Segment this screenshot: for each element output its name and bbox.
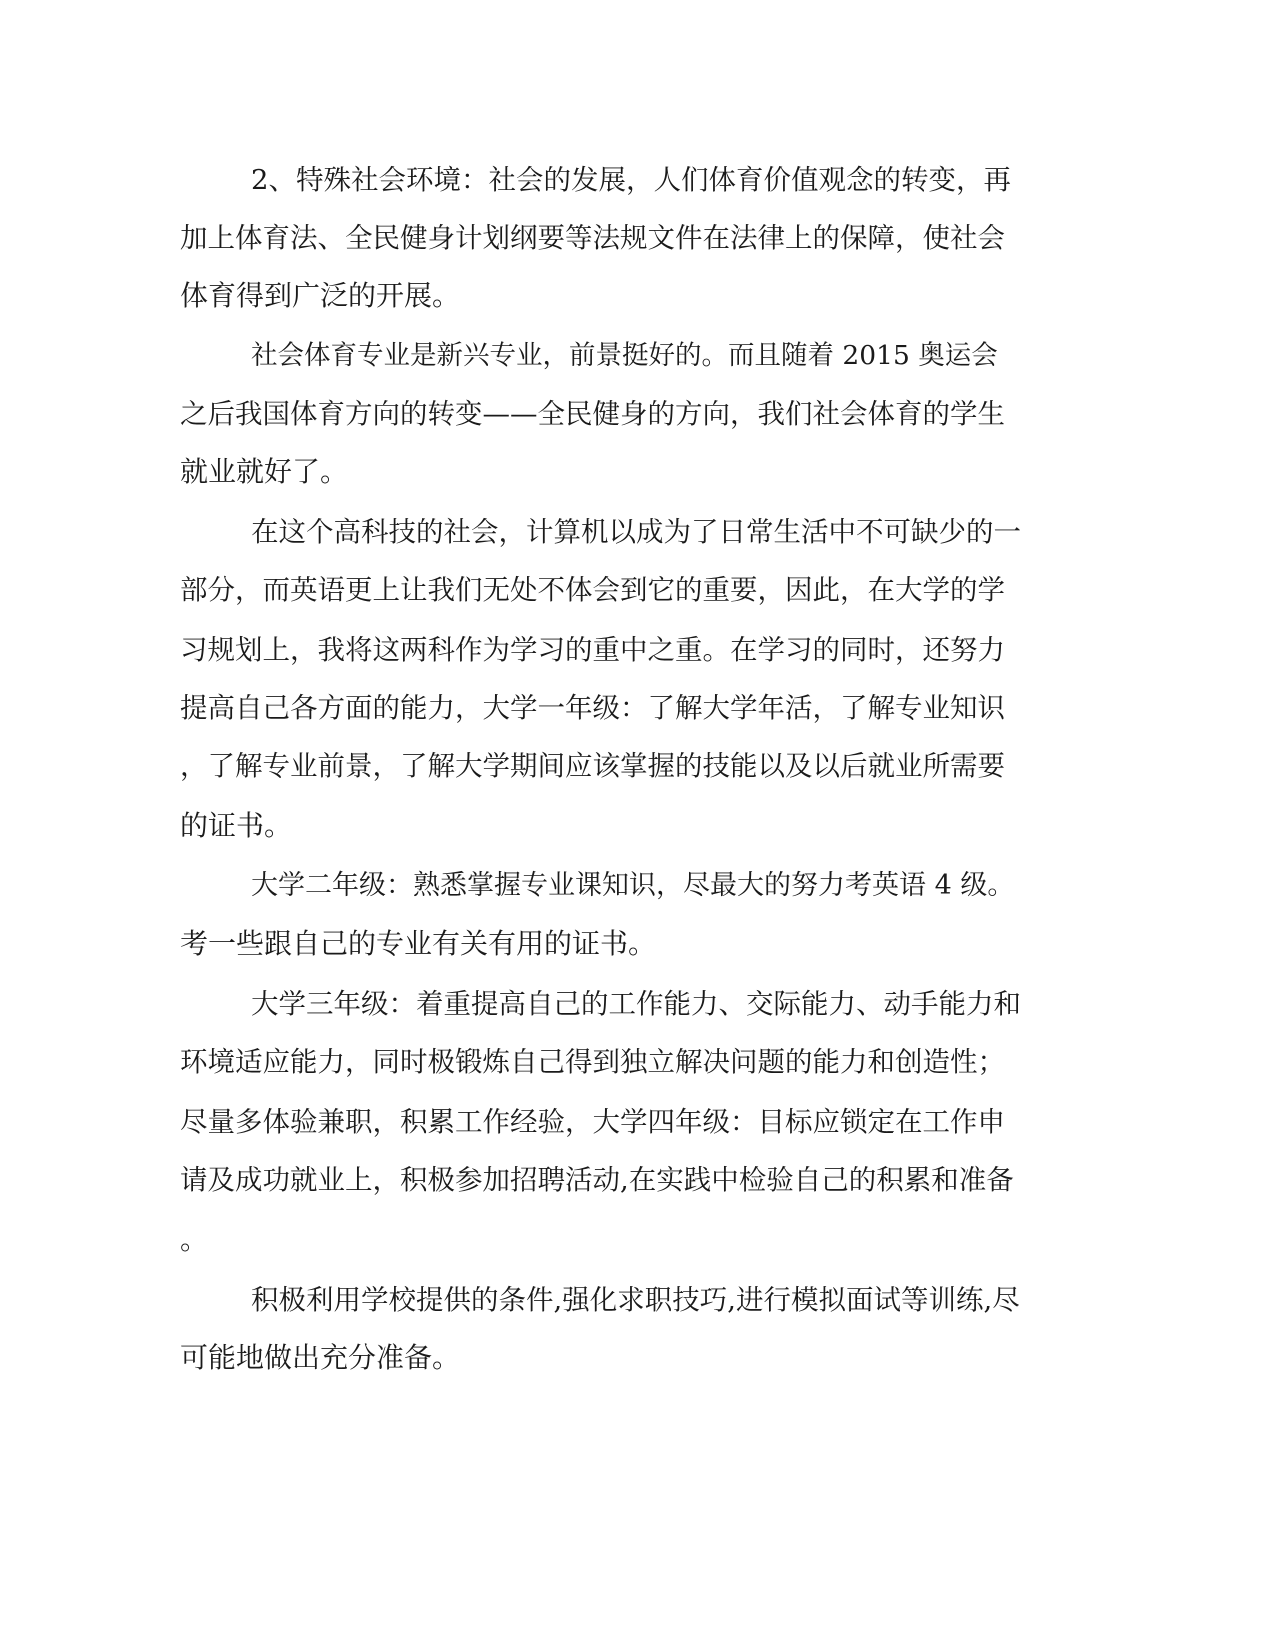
- text-line: 环境适应能力，同时极锻炼自己得到独立解决问题的能力和创造性；: [180, 1046, 1005, 1078]
- text-line: 积极利用学校提供的条件,强化求职技巧,进行模拟面试等训练,尽: [251, 1284, 1020, 1316]
- text-line: ，了解专业前景，了解大学期间应该掌握的技能以及以后就业所需要: [180, 750, 1005, 782]
- text-line: 考一些跟自己的专业有关有用的证书。: [180, 927, 657, 960]
- text-line: 习规划上，我将这两科作为学习的重中之重。在学习的同时，还努力: [180, 634, 1005, 666]
- text-line: 尽量多体验兼职，积累工作经验，大学四年级：目标应锁定在工作申: [180, 1106, 1005, 1138]
- text-line: 就业就好了。: [180, 455, 349, 488]
- text-line: 部分，而英语更上让我们无处不体会到它的重要，因此，在大学的学: [180, 574, 1005, 606]
- text-line: 加上体育法、全民健身计划纲要等法规文件在法律上的保障，使社会: [180, 222, 1005, 254]
- text-line: 社会体育专业是新兴专业，前景挺好的。而且随着 2015 奥运会: [251, 340, 998, 371]
- text-line: 之后我国体育方向的转变——全民健身的方向，我们社会体育的学生: [180, 398, 1005, 430]
- text-line: 请及成功就业上，积极参加招聘活动,在实践中检验自己的积累和准备: [180, 1164, 1014, 1196]
- text-line: 2、特殊社会环境：社会的发展，人们体育价值观念的转变，再: [251, 164, 1011, 196]
- text-line: 可能地做出充分准备。: [180, 1341, 461, 1374]
- text-line: 大学三年级：着重提高自己的工作能力、交际能力、动手能力和: [251, 988, 1021, 1020]
- text-line: 。: [180, 1223, 209, 1256]
- text-line: 的证书。: [180, 809, 293, 842]
- text-line: 提高自己各方面的能力，大学一年级：了解大学年活，了解专业知识: [180, 692, 1005, 724]
- text-line: 体育得到广泛的开展。: [180, 279, 461, 312]
- text-line: 在这个高科技的社会，计算机以成为了日常生活中不可缺少的一: [251, 516, 1021, 548]
- text-line: 大学二年级：熟悉掌握专业课知识，尽最大的努力考英语 4 级。: [251, 870, 1015, 901]
